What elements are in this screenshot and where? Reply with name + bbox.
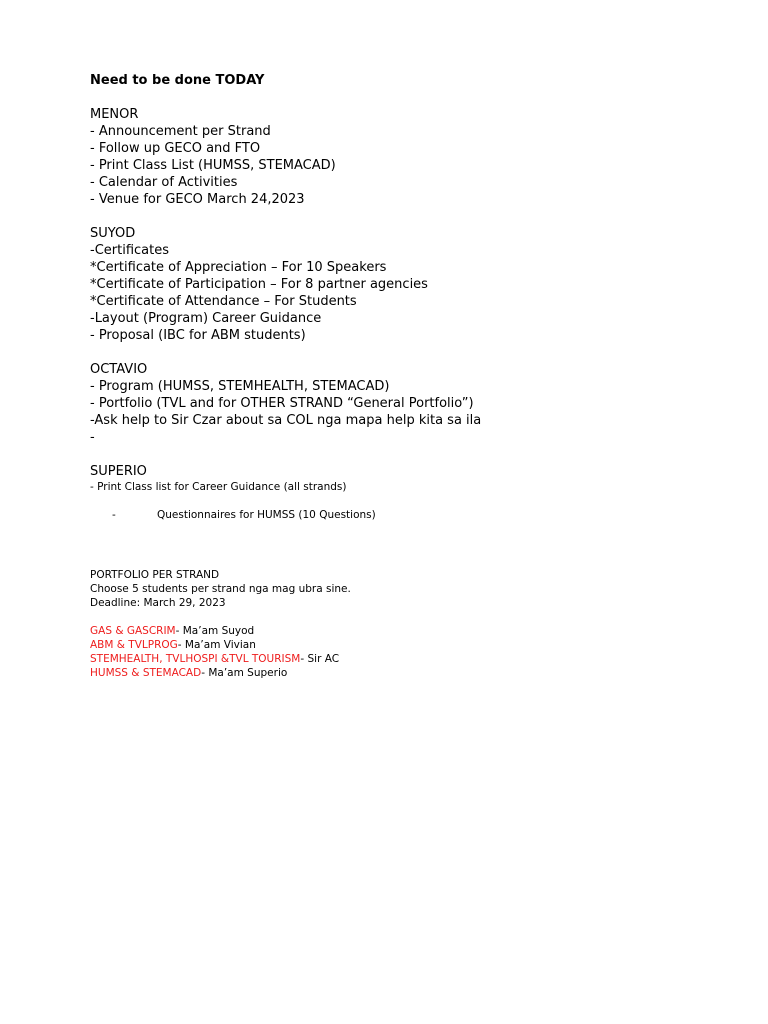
task-item: -Certificates [90,243,169,258]
task-item: - Print Class list for Career Guidance (all strands) [90,481,347,493]
section-octavio [90,361,730,446]
section-heading: MENOR [90,107,139,122]
section-superio [90,463,730,522]
task-item: *Certificate of Appreciation – For 10 Speakers [90,260,387,275]
task-item: - Follow up GECO and FTO [90,141,261,156]
assignment-row [90,624,730,638]
strand-name: HUMSS & STEMACAD [90,667,202,679]
bulleted-task-item [90,508,730,522]
section-heading: SUPERIO [90,464,147,479]
task-item: - Calendar of Activities [90,175,238,190]
task-item: -Ask help to Sir Czar about sa COL nga mapa help kita sa ila [90,413,482,428]
portfolio-instruction: Choose 5 students per strand nga mag ubra sine. [90,583,351,595]
section-heading: OCTAVIO [90,362,148,377]
assigned-person: - Ma’am Vivian [177,639,256,651]
assigned-person: - Ma’am Suyod [175,625,255,637]
task-item: - Print Class List (HUMSS, STEMACAD) [90,158,336,173]
task-item: - Portfolio (TVL and for OTHER STRAND “General Portfolio”) [90,396,474,411]
task-item: -Layout (Program) Career Guidance [90,311,322,326]
section-menor [90,106,730,208]
assignment-row [90,652,730,666]
strand-name: GAS & GASCRIM [90,625,176,637]
task-item: - [90,430,95,445]
portfolio-section [90,568,730,680]
task-item: *Certificate of Attendance – For Students [90,294,357,309]
task-item: - Venue for GECO March 24,2023 [90,192,305,207]
strand-name: ABM & TVLPROG [90,639,178,651]
assignment-row [90,638,730,652]
section-suyod [90,225,730,344]
task-item: - Program (HUMSS, STEMHEALTH, STEMACAD) [90,379,390,394]
assigned-person: - Sir AC [300,653,340,665]
bullet-text: Questionnaires for HUMSS (10 Questions) [157,509,376,521]
task-item: *Certificate of Participation – For 8 partner agencies [90,277,428,292]
task-item: - Proposal (IBC for ABM students) [90,328,306,343]
document-title: Need to be done TODAY [90,73,265,88]
assigned-person: - Ma’am Superio [201,667,288,679]
task-item: - Announcement per Strand [90,124,271,139]
bullet-dash: - [112,509,116,521]
portfolio-deadline: Deadline: March 29, 2023 [90,597,226,609]
section-heading: SUYOD [90,226,136,241]
document-page [90,72,730,680]
assignment-row [90,666,730,680]
strand-name: STEMHEALTH, TVLHOSPI &TVL TOURISM [90,653,301,665]
portfolio-heading: PORTFOLIO PER STRAND [90,569,220,581]
